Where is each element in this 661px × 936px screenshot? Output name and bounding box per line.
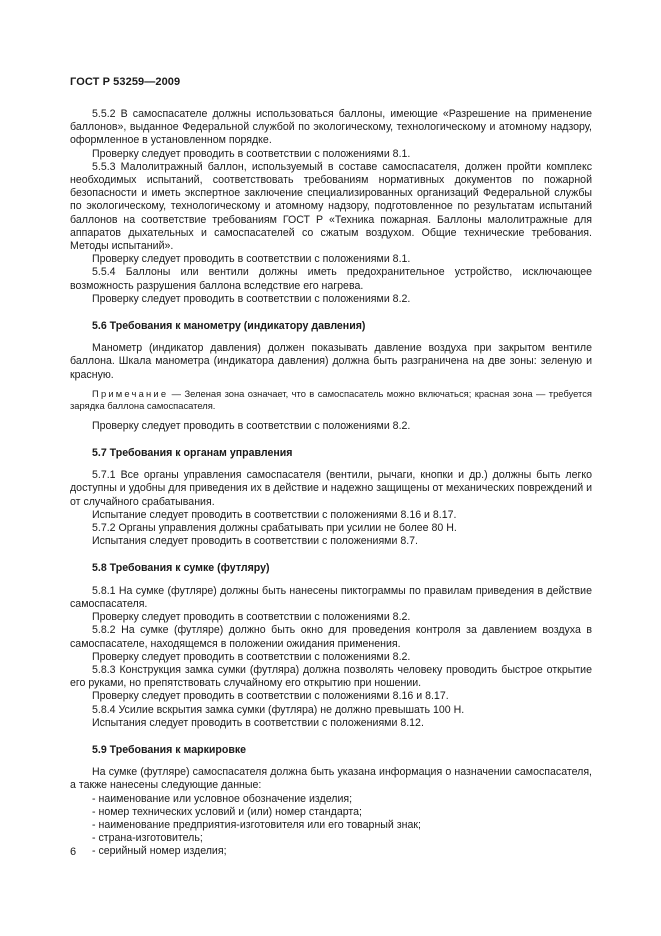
paragraph: 5.7.1 Все органы управления самоспасателя (вентили, рычаги, кнопки и др.) должны быть легко доступны и удобны для приведения их в действие и надежно защищены от механических повреждений и от случайного срабатывания. [70, 469, 592, 508]
paragraph: Испытание следует проводить в соответствии с положениями 8.16 и 8.17. [92, 508, 457, 521]
list-item: - наименование предприятия-изготовителя или его товарный знак; [92, 818, 421, 831]
paragraph: Проверку следует проводить в соответствии с положениями 8.1. [92, 253, 411, 266]
paragraph: Проверку следует проводить в соответствии с положениями 8.2. [92, 650, 411, 663]
paragraph: 5.8.1 На сумке (футляре) должны быть нанесены пиктограммы по правилам приведения в действие самоспасателя. [70, 584, 592, 610]
paragraph: Проверку следует проводить в соответствии с положениями 8.2. [92, 292, 411, 305]
page-number: 6 [70, 846, 77, 858]
list-item: - страна-изготовитель; [92, 832, 203, 845]
section-heading-5-8: 5.8 Требования к сумке (футляру) [92, 562, 270, 575]
paragraph: 5.5.2 В самоспасателе должны использоваться баллоны, имеющие «Разрешение на применение баллонов», выданное Федеральной службой по экологическому, технологическому и атомному надзору, оформленное в установленном порядке. [70, 108, 592, 147]
paragraph: 5.5.3 Малолитражный баллон, используемый в составе самоспасателя, должен пройти комплекс необходимых испытаний, соответствовать требованиям нормативных документов по пожарной безопасности и иметь экспертное заключение специализированных организаций Федеральной службы по экологическому, технологическому и атомному надзору, подготовленное по результатам испытаний баллонов на соответствие требованиям ГОСТ Р «Техника пожарная. Баллоны малолитражные для аппаратов дыхательных и самоспасателей со сжатым воздухом. Общие технические требования. Методы испытаний». [70, 160, 592, 253]
paragraph: Испытания следует проводить в соответствии с положениями 8.7. [92, 535, 418, 548]
paragraph: 5.8.4 Усилие вскрытия замка сумки (футляра) не должно превышать 100 Н. [92, 703, 465, 716]
section-heading-5-7: 5.7 Требования к органам управления [92, 447, 293, 460]
section-heading-5-9: 5.9 Требования к маркировке [92, 743, 247, 756]
document-body [70, 108, 592, 859]
list-item: - номер технических условий и (или) номер стандарта; [92, 805, 362, 818]
paragraph: Испытания следует проводить в соответствии с положениями 8.12. [92, 716, 424, 729]
document-header: ГОСТ Р 53259—2009 [70, 76, 181, 88]
list-item: - наименование или условное обозначение изделия; [92, 792, 353, 805]
paragraph: Проверку следует проводить в соответствии с положениями 8.16 и 8.17. [92, 690, 449, 703]
paragraph: Проверку следует проводить в соответствии с положениями 8.2. [92, 611, 411, 624]
note [70, 388, 592, 412]
list-item: - серийный номер изделия; [92, 845, 227, 858]
note-label: Примечание [92, 387, 169, 399]
paragraph: Проверку следует проводить в соответствии с положениями 8.1. [92, 147, 411, 160]
paragraph: На сумке (футляре) самоспасателя должна быть указана информация о назначении самоспасателя, а также нанесены следующие данные: [70, 766, 592, 792]
paragraph: 5.5.4 Баллоны или вентили должны иметь предохранительное устройство, исключающее возможность разрушения баллона вследствие его нагрева. [70, 266, 592, 292]
note-text: — Зеленая зона означает, что в самоспасатель можно включаться; красная зона — требуется зарядка баллона самоспасателя. [70, 387, 592, 411]
paragraph: Проверку следует проводить в соответствии с положениями 8.2. [92, 419, 411, 432]
paragraph: 5.8.3 Конструкция замка сумки (футляра) должна позволять человеку проводить быстрое открытие его руками, но препятствовать случайному его открытию при ношении. [70, 663, 592, 690]
paragraph: 5.8.2 На сумке (футляре) должно быть окно для проведения контроля за давлением воздуха в самоспасателе, находящемся в положении ожидания применения. [70, 624, 592, 650]
section-heading-5-6: 5.6 Требования к манометру (индикатору давления) [92, 320, 366, 333]
paragraph: 5.7.2 Органы управления должны срабатывать при усилии не более 80 Н. [92, 522, 457, 535]
paragraph: Манометр (индикатор давления) должен показывать давление воздуха при закрытом вентиле баллона. Шкала манометра (индикатора давления) должна быть разграничена на две зоны: зеленую и красную. [70, 342, 592, 381]
